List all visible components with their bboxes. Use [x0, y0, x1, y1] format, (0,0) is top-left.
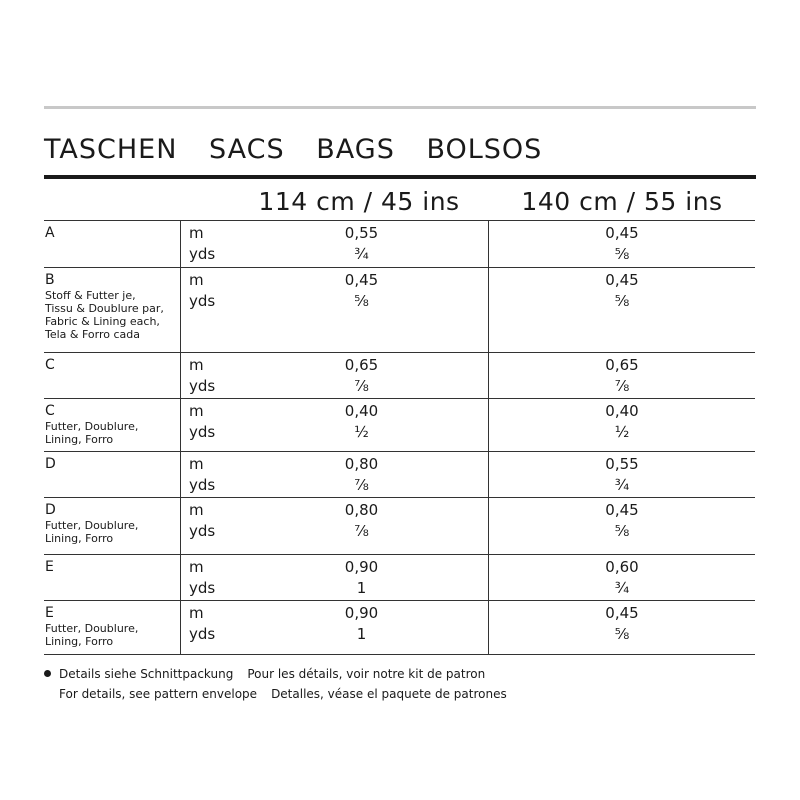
view-note-line: Lining, Forro	[45, 532, 114, 545]
meters-value: 0,55	[344, 224, 379, 242]
unit-imperial: yds	[189, 522, 216, 540]
unit-cell	[181, 221, 236, 268]
amount-cell-114	[235, 601, 489, 655]
amount-cell-140	[489, 555, 756, 601]
view-note-line: Futter, Doublure,	[45, 519, 139, 532]
view-letter: C	[45, 357, 55, 373]
table-row	[44, 555, 755, 601]
unit-imperial: yds	[189, 476, 216, 494]
page-title	[44, 134, 564, 166]
table-row	[44, 601, 755, 655]
column-header-140: 140 cm / 55 ins	[521, 187, 723, 216]
meters-value: 0,90	[344, 604, 379, 622]
amount-cell-114	[235, 399, 489, 452]
yards-value: ⅞	[354, 522, 369, 540]
amount-cell-140	[489, 452, 756, 498]
yards-value: ⅝	[354, 292, 369, 310]
meters-value: 0,45	[605, 224, 639, 242]
yards-value: ½	[354, 423, 369, 441]
amount-cell-140	[489, 353, 756, 399]
table-row	[44, 268, 755, 353]
unit-metric: m	[189, 271, 204, 289]
yards-value: ⅝	[614, 625, 630, 643]
amount-cell-114	[235, 353, 489, 399]
view-letter: D	[45, 456, 56, 472]
unit-metric: m	[189, 402, 204, 420]
view-note-line: Futter, Doublure,	[45, 622, 139, 635]
yards-value: ⅝	[614, 245, 630, 263]
view-cell	[44, 399, 181, 452]
yardage-table	[44, 220, 755, 655]
amount-cell-140	[489, 399, 756, 452]
table-row	[44, 498, 755, 555]
title-word-de: TASCHEN	[44, 134, 178, 165]
unit-cell	[181, 555, 236, 601]
view-note-line: Lining, Forro	[45, 635, 114, 648]
yards-value: ¾	[614, 476, 630, 494]
yards-value: ⅞	[354, 476, 369, 494]
meters-value: 0,45	[605, 271, 639, 289]
meters-value: 0,45	[344, 271, 379, 289]
unit-metric: m	[189, 224, 204, 242]
unit-metric: m	[189, 558, 204, 576]
view-cell	[44, 452, 181, 498]
footer-fr: Pour les détails, voir notre kit de patron	[247, 667, 486, 681]
bullet-icon	[44, 670, 51, 677]
amount-cell-114	[235, 555, 489, 601]
view-cell	[44, 555, 181, 601]
unit-metric: m	[189, 356, 204, 374]
amount-cell-114	[235, 221, 489, 268]
unit-imperial: yds	[189, 292, 216, 310]
view-letter: A	[45, 225, 55, 241]
view-note-line: Tela & Forro cada	[45, 328, 140, 341]
amount-cell-140	[489, 498, 756, 555]
footer-es: Detalles, véase el paquete de patrones	[271, 687, 507, 701]
amount-cell-140	[489, 601, 756, 655]
unit-imperial: yds	[189, 377, 216, 395]
amount-cell-140	[489, 268, 756, 353]
yards-value: 1	[356, 625, 367, 643]
yards-value: ⅝	[614, 292, 630, 310]
unit-cell	[181, 353, 236, 399]
view-note-line: Fabric & Lining each,	[45, 315, 160, 328]
unit-imperial: yds	[189, 245, 216, 263]
table-row	[44, 353, 755, 399]
view-letter: E	[45, 605, 54, 621]
meters-value: 0,60	[605, 558, 639, 576]
column-header-114: 114 cm / 45 ins	[258, 187, 460, 216]
meters-value: 0,40	[344, 402, 379, 420]
unit-cell	[181, 268, 236, 353]
view-letter: E	[45, 559, 54, 575]
unit-cell	[181, 452, 236, 498]
yards-value: 1	[356, 579, 367, 597]
title-word-fr: SACS	[209, 134, 285, 165]
view-cell	[44, 601, 181, 655]
footer-line-2	[44, 684, 507, 704]
meters-value: 0,80	[344, 501, 379, 519]
unit-metric: m	[189, 455, 204, 473]
amount-cell-114	[235, 452, 489, 498]
meters-value: 0,90	[344, 558, 379, 576]
meters-value: 0,80	[344, 455, 379, 473]
title-divider	[44, 175, 756, 179]
view-cell	[44, 498, 181, 555]
footer-notes	[44, 664, 507, 704]
footer-line-1	[44, 664, 507, 684]
table-row	[44, 221, 755, 268]
view-note-line: Lining, Forro	[45, 433, 114, 446]
yards-value: ¾	[614, 579, 630, 597]
unit-cell	[181, 601, 236, 655]
amount-cell-114	[235, 268, 489, 353]
meters-value: 0,45	[605, 604, 639, 622]
yards-value: ½	[614, 423, 630, 441]
meters-value: 0,55	[605, 455, 639, 473]
unit-imperial: yds	[189, 625, 216, 643]
meters-value: 0,40	[605, 402, 639, 420]
title-word-es: BOLSOS	[426, 134, 543, 165]
footer-de: Details siehe Schnittpackung	[59, 667, 234, 681]
amount-cell-140	[489, 221, 756, 268]
view-cell	[44, 221, 181, 268]
view-letter: D	[45, 502, 56, 518]
meters-value: 0,65	[605, 356, 639, 374]
view-letter: B	[45, 272, 55, 288]
top-divider	[44, 106, 756, 109]
view-note-line: Futter, Doublure,	[45, 420, 139, 433]
unit-cell	[181, 498, 236, 555]
yards-value: ¾	[354, 245, 369, 263]
meters-value: 0,65	[344, 356, 379, 374]
table-row	[44, 399, 755, 452]
yards-value: ⅞	[354, 377, 369, 395]
unit-imperial: yds	[189, 423, 216, 441]
footer-en: For details, see pattern envelope	[59, 687, 258, 701]
unit-imperial: yds	[189, 579, 216, 597]
meters-value: 0,45	[605, 501, 639, 519]
view-note-line: Stoff & Futter je,	[45, 289, 136, 302]
view-cell	[44, 353, 181, 399]
table-row	[44, 452, 755, 498]
view-letter: C	[45, 403, 55, 419]
view-note-line: Tissu & Doublure par,	[45, 302, 164, 315]
unit-metric: m	[189, 501, 204, 519]
title-word-en: BAGS	[316, 134, 395, 165]
view-cell	[44, 268, 181, 353]
unit-cell	[181, 399, 236, 452]
yards-value: ⅝	[614, 522, 630, 540]
yards-value: ⅞	[614, 377, 630, 395]
unit-metric: m	[189, 604, 204, 622]
amount-cell-114	[235, 498, 489, 555]
